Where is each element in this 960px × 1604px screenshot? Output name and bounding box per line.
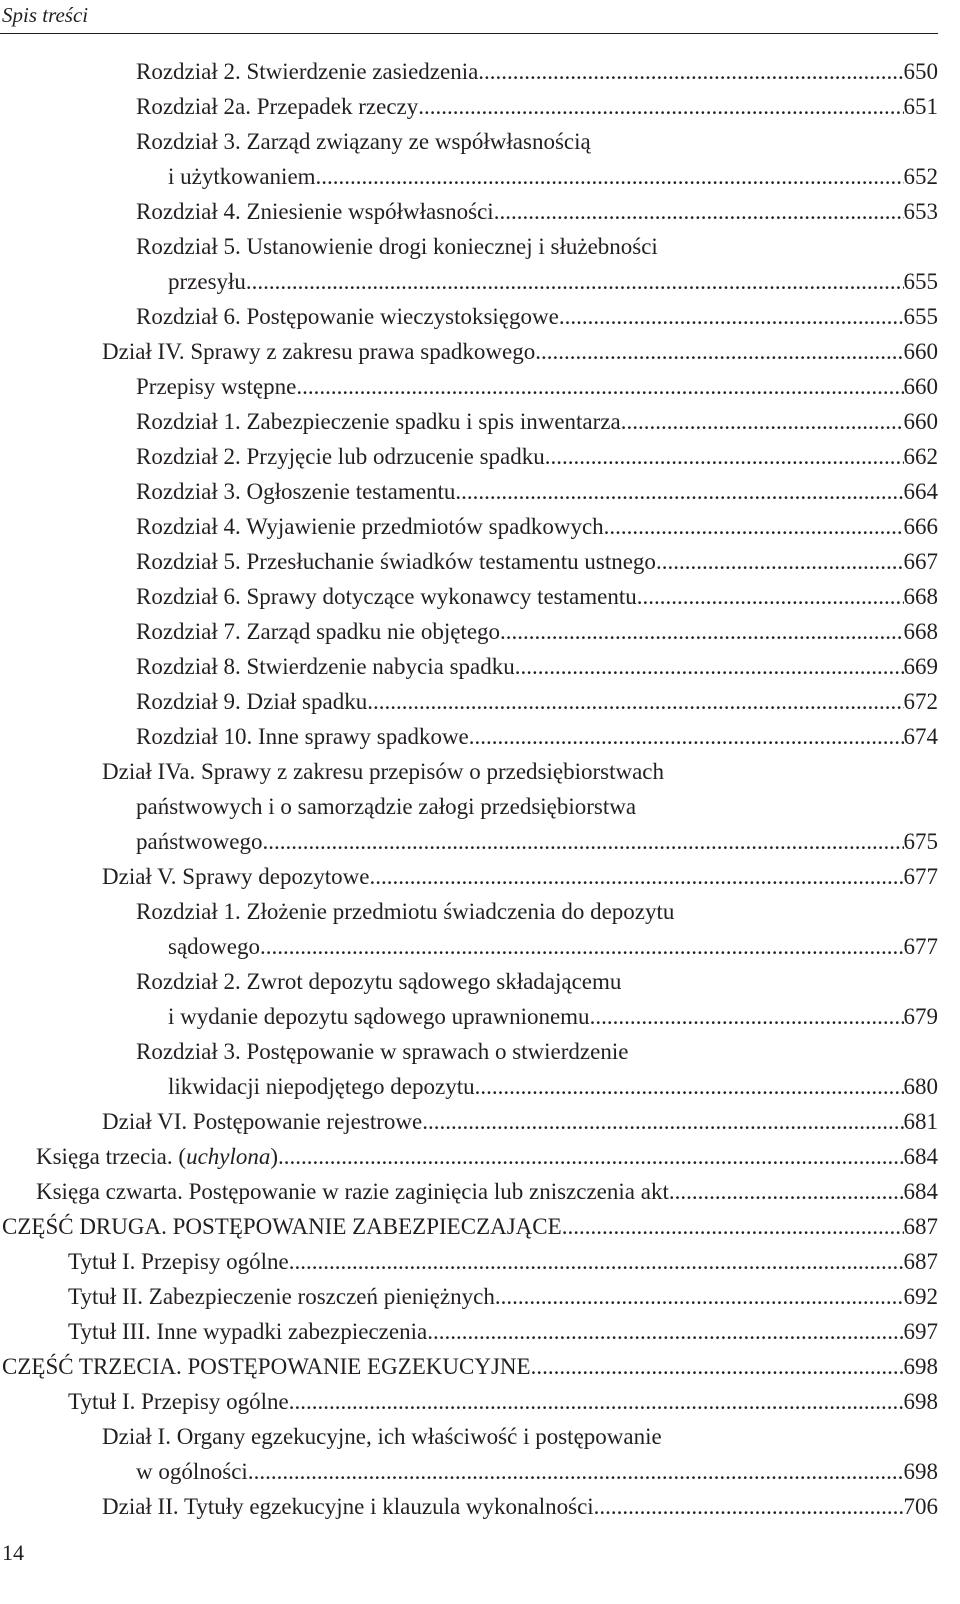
toc-entry-line (136, 299, 938, 334)
toc-entry[interactable] (0, 369, 938, 404)
toc-page-number: 677 (903, 934, 938, 959)
toc-page-number: 698 (903, 1389, 938, 1414)
page-number: 14 (2, 1540, 24, 1565)
toc-entry-title: Rozdział 3. Ogłoszenie testamentu (136, 479, 456, 504)
toc-entry-line (136, 439, 938, 474)
toc-entry[interactable] (0, 1104, 938, 1139)
dot-leader (478, 54, 903, 89)
toc-entry-line (102, 1104, 938, 1139)
toc-page-number: 655 (903, 304, 938, 329)
toc-page-number: 660 (903, 374, 938, 399)
toc-page-number: 698 (903, 1459, 938, 1484)
toc-entry[interactable] (0, 334, 938, 369)
dot-leader (289, 1244, 904, 1279)
dot-leader (562, 1209, 904, 1244)
dot-leader (559, 299, 904, 334)
toc-page-number: 655 (903, 269, 938, 294)
dot-leader (604, 509, 904, 544)
toc-entry-title (36, 1139, 278, 1174)
toc-entry-title: Tytuł I. Przepisy ogólne (68, 1249, 289, 1274)
toc-page-number: 684 (903, 1179, 938, 1204)
dot-leader (367, 684, 903, 719)
toc-entry-line (68, 1279, 938, 1314)
toc-entry[interactable] (0, 54, 938, 89)
toc-entry-title: Rozdział 5. Przesłuchanie świadków testamentu ustnego (136, 549, 656, 574)
dot-leader (455, 474, 903, 509)
toc-entry-title: sądowego (168, 934, 260, 959)
toc-entry-line (102, 334, 938, 369)
toc-entry-title: Rozdział 2. Stwierdzenie zasiedzenia (136, 59, 479, 84)
toc-entry-line (136, 474, 938, 509)
toc-entry[interactable] (0, 1419, 938, 1489)
dot-leader (369, 859, 903, 894)
toc-page-number: 660 (903, 339, 938, 364)
toc-entry-title: Rozdział 2. Przyjęcie lub odrzucenie spadku (136, 444, 545, 469)
dot-leader (531, 1349, 904, 1384)
toc-page-number: 664 (903, 479, 938, 504)
toc-page-number: 675 (903, 829, 938, 854)
header-title: Spis treści (2, 3, 89, 27)
toc-page-number: 697 (903, 1319, 938, 1344)
toc-entry[interactable] (0, 229, 938, 299)
toc-entry[interactable] (0, 474, 938, 509)
dot-leader (669, 1174, 904, 1209)
toc-entry-line (136, 54, 938, 89)
toc-entry-line (36, 1139, 938, 1174)
toc-page-number: 669 (903, 654, 938, 679)
toc-entry[interactable] (0, 684, 938, 719)
dot-leader (427, 1314, 903, 1349)
toc-entry-title: Rozdział 2a. Przepadek rzeczy (136, 94, 419, 119)
toc-entry-line (168, 999, 938, 1034)
dot-leader (246, 264, 904, 299)
toc-entry[interactable] (0, 649, 938, 684)
toc-entry-title: Dział VI. Postępowanie rejestrowe (102, 1109, 423, 1134)
toc-entry-title-line: państwowych i o samorządzie załogi przedsiębiorstwa (136, 794, 637, 819)
dot-leader (590, 999, 904, 1034)
toc-entry-title: likwidacji niepodjętego depozytu (168, 1074, 475, 1099)
toc-entry-title: Tytuł III. Inne wypadki zabezpieczenia (68, 1319, 428, 1344)
toc-entry-title-line: Rozdział 3. Zarząd związany ze współwłasnością (136, 129, 591, 154)
toc-entry[interactable] (0, 1174, 938, 1209)
toc-entry-line (136, 614, 938, 649)
toc-entry-title: CZĘŚĆ TRZECIA. POSTĘPOWANIE EGZEKUCYJNE (2, 1354, 531, 1379)
toc-entry-line (136, 824, 938, 859)
toc-entry-line (36, 1174, 938, 1209)
dot-leader (262, 824, 903, 859)
toc-entry-line (136, 194, 938, 229)
toc-entry-line (136, 544, 938, 579)
toc-entry-title: państwowego (136, 829, 263, 854)
toc-entry-line (168, 264, 938, 299)
toc-entry-line (168, 159, 938, 194)
toc-entry-line (136, 579, 938, 614)
toc-entry[interactable] (0, 509, 938, 544)
toc-entry[interactable] (0, 1279, 938, 1314)
toc-entry-line (68, 1314, 938, 1349)
toc-entry[interactable] (0, 194, 938, 229)
dot-leader (637, 579, 904, 614)
toc-entry-title: Rozdział 7. Zarząd spadku nie objętego (136, 619, 501, 644)
dot-leader (260, 929, 904, 964)
dot-leader (495, 1279, 904, 1314)
toc-entry-line (168, 1069, 938, 1104)
toc-entry-title: i wydanie depozytu sądowego uprawnionemu (168, 1004, 590, 1029)
toc-entry-title: Rozdział 8. Stwierdzenie nabycia spadku (136, 654, 515, 679)
dot-leader (621, 404, 904, 439)
toc-entry-title-line: Dział IVa. Sprawy z zakresu przepisów o przedsiębiorstwach (102, 759, 665, 784)
toc-entry[interactable] (0, 894, 938, 964)
toc-page-number: 706 (903, 1494, 938, 1519)
toc-entry-title: CZĘŚĆ DRUGA. POSTĘPOWANIE ZABEZPIECZAJĄCE (2, 1214, 562, 1239)
toc-page-number: 672 (903, 689, 938, 714)
toc-entry[interactable] (0, 579, 938, 614)
toc-entry-line (136, 509, 938, 544)
toc-page-number: 653 (903, 199, 938, 224)
toc-page-number: 698 (903, 1354, 938, 1379)
toc-entry-title: Rozdział 1. Zabezpieczenie spadku i spis inwentarza (136, 409, 621, 434)
toc-entry-title: Rozdział 10. Inne sprawy spadkowe (136, 724, 469, 749)
toc-entry[interactable] (0, 964, 938, 1034)
toc-page-number: 677 (903, 864, 938, 889)
toc-page-number: 660 (903, 409, 938, 434)
toc-entry-title-line: Rozdział 2. Zwrot depozytu sądowego składającemu (136, 969, 622, 994)
dot-leader (418, 89, 903, 124)
toc-entry-title: Dział II. Tytuły egzekucyjne i klauzula wykonalności (102, 1494, 594, 1519)
toc-entry[interactable] (0, 754, 938, 859)
toc-entry-title: Tytuł II. Zabezpieczenie roszczeń pieniężnych (68, 1284, 495, 1309)
toc-page-number: 687 (903, 1249, 938, 1274)
toc-page-number: 668 (903, 584, 938, 609)
toc-entry[interactable] (0, 1314, 938, 1349)
toc-entry[interactable] (0, 719, 938, 754)
toc-entry-title: Dział IV. Sprawy z zakresu prawa spadkowego (102, 339, 536, 364)
toc-entry-title: w ogólności (136, 1459, 248, 1484)
toc-entry-line (136, 1454, 938, 1489)
dot-leader (594, 1489, 904, 1524)
toc-entry-title: Rozdział 9. Dział spadku (136, 689, 368, 714)
toc-entry-title-line: Rozdział 5. Ustanowienie drogi koniecznej i służebności (136, 234, 658, 259)
toc-entry[interactable] (0, 1034, 938, 1104)
toc-entry-title: przesyłu (168, 269, 246, 294)
toc-page-number: 681 (903, 1109, 938, 1134)
toc-entry-title: Przepisy wstępne (136, 374, 297, 399)
toc-page-number: 687 (903, 1214, 938, 1239)
toc-entry-line (102, 1489, 938, 1524)
toc-title-italic: uchylona (186, 1144, 271, 1169)
toc-page-number: 667 (903, 549, 938, 574)
toc-title-part: ) (270, 1144, 279, 1169)
dot-leader (515, 649, 904, 684)
toc-entry-title: Tytuł I. Przepisy ogólne (68, 1389, 289, 1414)
toc-entry-title-line: Rozdział 3. Postępowanie w sprawach o stwierdzenie (136, 1039, 629, 1064)
dot-leader (422, 1104, 903, 1139)
dot-leader (469, 719, 904, 754)
toc-entry-line (136, 89, 938, 124)
toc-entry-title: Księga czwarta. Postępowanie w razie zaginięcia lub zniszczenia akt (36, 1179, 669, 1204)
toc-entry-title-line: Rozdział 1. Złożenie przedmiotu świadczenia do depozytu (136, 899, 675, 924)
toc-page-number: 668 (903, 619, 938, 644)
dot-leader (500, 614, 903, 649)
dot-leader (289, 1384, 904, 1419)
toc-entry-title: Rozdział 4. Wyjawienie przedmiotów spadkowych (136, 514, 604, 539)
toc-entry-line (2, 1349, 938, 1384)
toc-entry[interactable] (0, 299, 938, 334)
toc-entry[interactable] (0, 1489, 938, 1524)
toc-entry-title: Rozdział 6. Sprawy dotyczące wykonawcy testamentu (136, 584, 637, 609)
toc-page-number: 652 (903, 164, 938, 189)
toc-page-number: 650 (903, 59, 938, 84)
dot-leader (316, 159, 904, 194)
toc-entry-line (136, 719, 938, 754)
toc-entry[interactable] (0, 859, 938, 894)
toc-entry-line (68, 1384, 938, 1419)
toc-entry-title-line: Dział I. Organy egzekucyjne, ich właściwość i postępowanie (102, 1424, 662, 1449)
toc-entry-line (68, 1244, 938, 1279)
toc-entry-line (136, 369, 938, 404)
toc-entry[interactable] (0, 1244, 938, 1279)
dot-leader (545, 439, 904, 474)
toc-entry-title: Rozdział 4. Zniesienie współwłasności (136, 199, 494, 224)
toc-entry-line (102, 859, 938, 894)
toc-entry-line (168, 929, 938, 964)
toc-page-number: 674 (903, 724, 938, 749)
toc-entry-title: i użytkowaniem (168, 164, 316, 189)
toc-entry[interactable] (0, 1349, 938, 1384)
toc-entry-line (136, 404, 938, 439)
toc-entry[interactable] (0, 1139, 938, 1174)
dot-leader (278, 1139, 903, 1174)
toc-page-number: 679 (903, 1004, 938, 1029)
toc-page-number: 680 (903, 1074, 938, 1099)
toc-entry[interactable] (0, 89, 938, 124)
toc-entry-title: Rozdział 6. Postępowanie wieczystoksięgowe (136, 304, 559, 329)
dot-leader (248, 1454, 904, 1489)
toc-entry-title: Dział V. Sprawy depozytowe (102, 864, 370, 889)
toc-page-number: 692 (903, 1284, 938, 1309)
dot-leader (296, 369, 903, 404)
dot-leader (494, 194, 904, 229)
toc-entry[interactable] (0, 439, 938, 474)
running-header (0, 0, 938, 34)
toc-entry[interactable] (0, 544, 938, 579)
toc-title-part: Księga trzecia. ( (36, 1144, 187, 1169)
dot-leader (656, 544, 904, 579)
toc-entry-line (136, 649, 938, 684)
toc-entry[interactable] (0, 404, 938, 439)
toc-page-number: 651 (903, 94, 938, 119)
toc-entry-line (2, 1209, 938, 1244)
toc-entry[interactable] (0, 1209, 938, 1244)
toc-page-number: 662 (903, 444, 938, 469)
toc-entry[interactable] (0, 124, 938, 194)
dot-leader (475, 1069, 904, 1104)
toc-entry[interactable] (0, 1384, 938, 1419)
toc-page-number: 666 (903, 514, 938, 539)
toc-entry[interactable] (0, 614, 938, 649)
toc-entry-line (136, 684, 938, 719)
toc-page-number: 684 (903, 1144, 938, 1169)
table-of-contents (0, 54, 938, 1524)
dot-leader (535, 334, 903, 369)
